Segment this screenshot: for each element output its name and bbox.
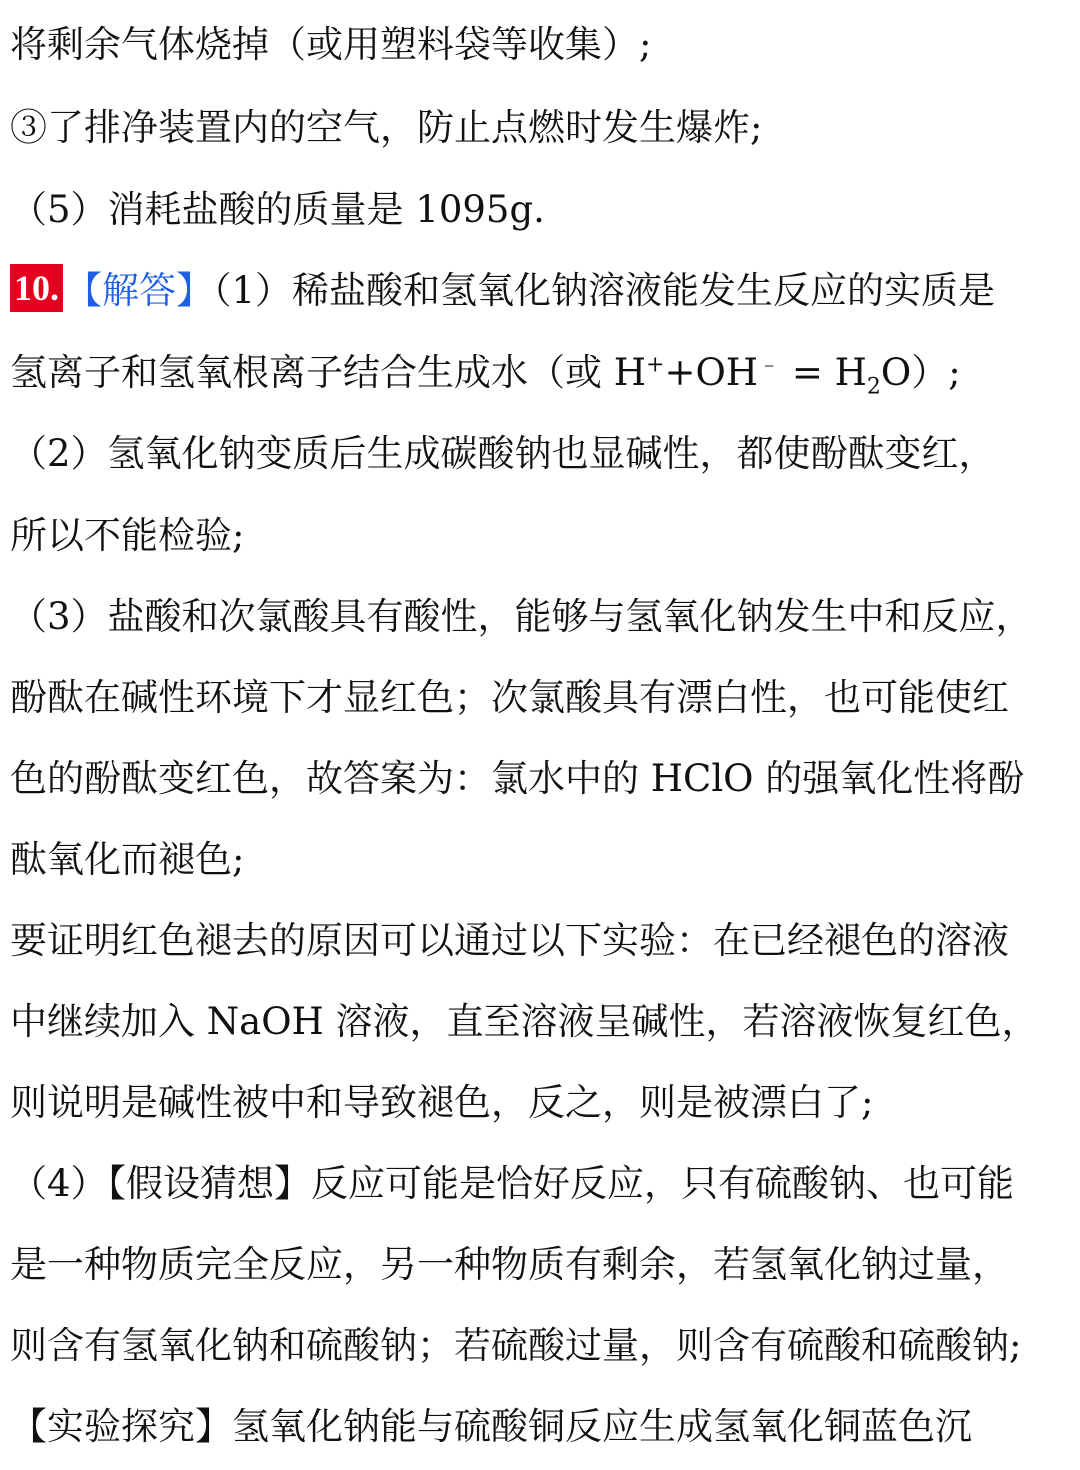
text-line: 是一种物质完全反应，另一种物质有剩余，若氢氧化钠过量， [10,1243,1009,1286]
text-line: 【实验探究】氢氧化钠能与硫酸铜反应生成氢氧化铜蓝色沉 [10,1405,972,1448]
text-segment: （1）稀盐酸和氢氧化钠溶液能发生反应的实质是 [213,269,996,312]
text-segment: = H [780,351,867,394]
question-10-header-line [10,260,1072,322]
text-line: 则含有氢氧化钠和硫酸钠；若硫酸过量，则含有硫酸和硫酸钠; [10,1324,1022,1367]
text-line: ③了排净装置内的空气，防止点燃时发生爆炸; [10,106,763,149]
text-line: 所以不能检验; [10,514,245,557]
formula-line [10,342,1072,404]
text-line: 酞氧化而褪色; [10,838,245,881]
text-line: 要证明红色褪去的原因可以通过以下实验：在已经褪色的溶液 [10,919,1009,962]
text-line: （5）消耗盐酸的质量是 1095g. [10,188,545,231]
text-segment: O）; [880,351,961,394]
text-line: （2）氢氧化钠变质后生成碳酸钠也显碱性，都使酚酞变红， [10,432,996,475]
text-segment: 氢离子和氢氧根离子结合生成水（或 H [10,351,647,394]
superscript: ﹣ [758,352,781,378]
question-number-badge: 10. [10,264,63,312]
text-line: 酚酞在碱性环境下才显红色；次氯酸具有漂白性，也可能使红 [10,676,1009,719]
answer-tag: 【解答】 [65,269,213,312]
text-line: 中继续加入 NaOH 溶液，直至溶液呈碱性，若溶液恢复红色， [10,1000,1039,1043]
text-line: 则说明是碱性被中和导致褪色，反之，则是被漂白了; [10,1081,874,1124]
text-line: （4）【假设猜想】反应可能是恰好反应，只有硫酸钠、也可能 [10,1162,1015,1205]
subscript: 2 [866,374,881,400]
superscript: + [646,352,665,378]
text-segment: +OH [664,351,759,394]
text-line: （3）盐酸和次氯酸具有酸性，能够与氢氧化钠发生中和反应， [10,595,1033,638]
text-line: 将剩余气体烧掉（或用塑料袋等收集）; [10,23,652,66]
text-line: 色的酚酞变红色，故答案为：氯水中的 HClO 的强氧化性将酚 [10,757,1025,800]
